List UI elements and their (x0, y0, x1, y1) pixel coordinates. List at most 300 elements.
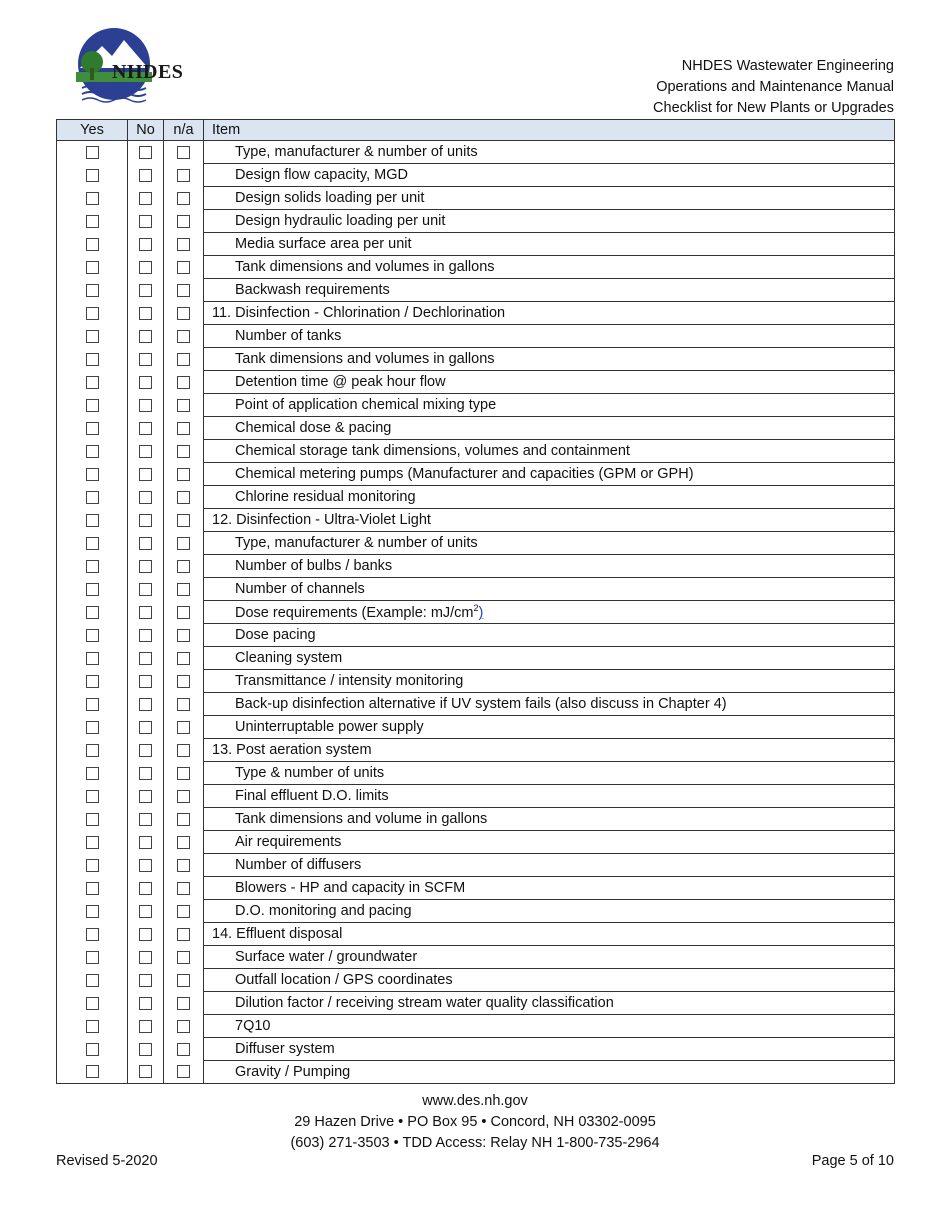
checkbox-no[interactable] (139, 813, 152, 826)
checkbox-cell-yes (57, 693, 128, 716)
checklist-item (204, 647, 895, 670)
checkbox-no[interactable] (139, 146, 152, 159)
checkbox-cell-no (128, 762, 164, 785)
checkbox-cell-na (164, 923, 204, 946)
checkbox-cell-yes (57, 670, 128, 693)
checkbox-cell-yes (57, 969, 128, 992)
checklist-item (204, 716, 895, 739)
table-row (57, 486, 895, 509)
checkbox-yes[interactable] (86, 882, 99, 895)
checkbox-yes[interactable] (86, 629, 99, 642)
checkbox-cell-na (164, 762, 204, 785)
checkbox-na[interactable] (177, 928, 190, 941)
checkbox-yes[interactable] (86, 215, 99, 228)
checkbox-cell-na (164, 647, 204, 670)
checkbox-yes[interactable] (86, 537, 99, 550)
table-row (57, 601, 895, 624)
section-heading (204, 302, 895, 325)
checkbox-cell-yes (57, 1015, 128, 1038)
checkbox-no[interactable] (139, 951, 152, 964)
checkbox-cell-no (128, 877, 164, 900)
checkbox-yes[interactable] (86, 675, 99, 688)
item-text: Air requirements (235, 834, 342, 850)
checkbox-cell-yes (57, 486, 128, 509)
checklist-item (204, 670, 895, 693)
table-row (57, 164, 895, 187)
checklist-item (204, 693, 895, 716)
checkbox-yes[interactable] (86, 698, 99, 711)
checkbox-na[interactable] (177, 836, 190, 849)
checklist-item (204, 831, 895, 854)
checkbox-na[interactable] (177, 1020, 190, 1033)
table-row (57, 670, 895, 693)
checkbox-no[interactable] (139, 491, 152, 504)
checkbox-na[interactable] (177, 169, 190, 182)
checkbox-yes[interactable] (86, 560, 99, 573)
table-row (57, 762, 895, 785)
checkbox-na[interactable] (177, 376, 190, 389)
checkbox-yes[interactable] (86, 445, 99, 458)
checkbox-cell-no (128, 302, 164, 325)
checkbox-na[interactable] (177, 744, 190, 757)
checkbox-cell-yes (57, 187, 128, 210)
checkbox-cell-yes (57, 992, 128, 1015)
checkbox-yes[interactable] (86, 422, 99, 435)
checkbox-yes[interactable] (86, 951, 99, 964)
checkbox-cell-no (128, 187, 164, 210)
item-text: Gravity / Pumping (235, 1064, 351, 1080)
checkbox-no[interactable] (139, 606, 152, 619)
checkbox-no[interactable] (139, 261, 152, 274)
checkbox-cell-no (128, 785, 164, 808)
checkbox-na[interactable] (177, 284, 190, 297)
checkbox-yes[interactable] (86, 721, 99, 734)
checkbox-na[interactable] (177, 330, 190, 343)
checkbox-na[interactable] (177, 813, 190, 826)
checkbox-cell-no (128, 969, 164, 992)
checkbox-cell-na (164, 877, 204, 900)
checkbox-na[interactable] (177, 468, 190, 481)
checkbox-na[interactable] (177, 1065, 190, 1078)
checkbox-no[interactable] (139, 1043, 152, 1056)
checkbox-na[interactable] (177, 882, 190, 895)
checkbox-no[interactable] (139, 790, 152, 803)
checkbox-cell-no (128, 647, 164, 670)
checkbox-cell-yes (57, 164, 128, 187)
checkbox-no[interactable] (139, 767, 152, 780)
table-row (57, 831, 895, 854)
checkbox-no[interactable] (139, 583, 152, 596)
table-row (57, 371, 895, 394)
checkbox-no[interactable] (139, 652, 152, 665)
item-text: Back-up disinfection alternative if UV system fails (also discuss in Chapter 4) (235, 696, 727, 712)
checklist-item (204, 210, 895, 233)
checkbox-cell-na (164, 532, 204, 555)
section-heading (204, 739, 895, 762)
checkbox-no[interactable] (139, 1020, 152, 1033)
checkbox-no[interactable] (139, 836, 152, 849)
checkbox-cell-na (164, 302, 204, 325)
checkbox-cell-na (164, 509, 204, 532)
checkbox-yes[interactable] (86, 997, 99, 1010)
checkbox-yes[interactable] (86, 928, 99, 941)
item-text: 7Q10 (235, 1018, 271, 1034)
item-text: Blowers - HP and capacity in SCFM (235, 880, 466, 896)
table-row (57, 808, 895, 831)
table-row (57, 1015, 895, 1038)
checkbox-cell-na (164, 946, 204, 969)
header-line: NHDES Wastewater Engineering (681, 58, 894, 74)
item-text: Chemical metering pumps (Manufacturer and capacities (GPM or GPH) (235, 466, 694, 482)
checklist-item (204, 900, 895, 923)
checkbox-na[interactable] (177, 491, 190, 504)
checklist-item (204, 1015, 895, 1038)
checkbox-yes[interactable] (86, 169, 99, 182)
checkbox-yes[interactable] (86, 491, 99, 504)
checkbox-yes[interactable] (86, 1043, 99, 1056)
item-text: 13. Post aeration system (212, 742, 372, 758)
checkbox-cell-no (128, 532, 164, 555)
checkbox-yes[interactable] (86, 813, 99, 826)
checkbox-na[interactable] (177, 767, 190, 780)
checkbox-yes[interactable] (86, 284, 99, 297)
checkbox-no[interactable] (139, 882, 152, 895)
checkbox-no[interactable] (139, 859, 152, 872)
checklist-item (204, 854, 895, 877)
checkbox-no[interactable] (139, 629, 152, 642)
checkbox-cell-no (128, 946, 164, 969)
checkbox-no[interactable] (139, 997, 152, 1010)
item-text: Tank dimensions and volume in gallons (235, 811, 488, 827)
table-row (57, 877, 895, 900)
checkbox-cell-na (164, 394, 204, 417)
checkbox-no[interactable] (139, 192, 152, 205)
item-text: Dose pacing (235, 627, 316, 643)
item-text: Tank dimensions and volumes in gallons (235, 259, 495, 275)
column-header-no: No (128, 120, 164, 141)
checkbox-cell-no (128, 624, 164, 647)
checkbox-na[interactable] (177, 146, 190, 159)
item-text: Cleaning system (235, 650, 343, 666)
table-row (57, 302, 895, 325)
footer-contact (0, 1091, 950, 1154)
checklist-item (204, 992, 895, 1015)
checklist-item (204, 371, 895, 394)
checkbox-na[interactable] (177, 698, 190, 711)
checkbox-na[interactable] (177, 192, 190, 205)
checkbox-yes[interactable] (86, 330, 99, 343)
checkbox-yes[interactable] (86, 583, 99, 596)
checkbox-no[interactable] (139, 215, 152, 228)
checkbox-cell-yes (57, 624, 128, 647)
checkbox-no[interactable] (139, 721, 152, 734)
item-text: Final effluent D.O. limits (235, 788, 389, 804)
checkbox-no[interactable] (139, 238, 152, 251)
checkbox-no[interactable] (139, 422, 152, 435)
checkbox-cell-na (164, 831, 204, 854)
checkbox-no[interactable] (139, 928, 152, 941)
table-row (57, 325, 895, 348)
checkbox-yes[interactable] (86, 652, 99, 665)
checkbox-cell-yes (57, 348, 128, 371)
checkbox-cell-no (128, 693, 164, 716)
checkbox-cell-na (164, 371, 204, 394)
checklist-item (204, 969, 895, 992)
checkbox-yes[interactable] (86, 1020, 99, 1033)
footnote-link[interactable]: ) (478, 604, 484, 621)
checkbox-yes[interactable] (86, 307, 99, 320)
checklist-item (204, 348, 895, 371)
checkbox-cell-yes (57, 1038, 128, 1061)
checkbox-cell-na (164, 601, 204, 624)
checkbox-na[interactable] (177, 721, 190, 734)
item-text: Dilution factor / receiving stream water quality classification (235, 995, 614, 1011)
checkbox-cell-no (128, 394, 164, 417)
checkbox-cell-no (128, 808, 164, 831)
checkbox-cell-no (128, 578, 164, 601)
checkbox-yes[interactable] (86, 376, 99, 389)
checklist-item (204, 256, 895, 279)
checkbox-no[interactable] (139, 468, 152, 481)
table-row (57, 946, 895, 969)
item-text: 11. Disinfection - Chlorination / Dechlorination (212, 305, 506, 321)
checkbox-na[interactable] (177, 905, 190, 918)
checklist-item (204, 624, 895, 647)
checkbox-na[interactable] (177, 445, 190, 458)
checkbox-yes[interactable] (86, 790, 99, 803)
checklist-item (204, 785, 895, 808)
item-text: Detention time @ peak hour flow (235, 374, 446, 390)
item-text: Diffuser system (235, 1041, 335, 1057)
checkbox-no[interactable] (139, 307, 152, 320)
table-row (57, 693, 895, 716)
checkbox-cell-yes (57, 141, 128, 164)
checklist-item (204, 233, 895, 256)
checkbox-no[interactable] (139, 698, 152, 711)
item-text: Outfall location / GPS coordinates (235, 972, 453, 988)
checkbox-cell-na (164, 164, 204, 187)
checkbox-yes[interactable] (86, 905, 99, 918)
checkbox-cell-no (128, 440, 164, 463)
checkbox-na[interactable] (177, 629, 190, 642)
checkbox-na[interactable] (177, 238, 190, 251)
checkbox-na[interactable] (177, 675, 190, 688)
checkbox-na[interactable] (177, 307, 190, 320)
checkbox-cell-na (164, 992, 204, 1015)
checkbox-na[interactable] (177, 859, 190, 872)
table-row (57, 578, 895, 601)
checkbox-na[interactable] (177, 537, 190, 550)
checkbox-cell-na (164, 808, 204, 831)
checkbox-cell-yes (57, 946, 128, 969)
checkbox-no[interactable] (139, 330, 152, 343)
checkbox-cell-no (128, 1015, 164, 1038)
checkbox-yes[interactable] (86, 261, 99, 274)
table-row (57, 1061, 895, 1084)
checkbox-cell-yes (57, 923, 128, 946)
checkbox-na[interactable] (177, 399, 190, 412)
checkbox-yes[interactable] (86, 974, 99, 987)
table-row (57, 394, 895, 417)
checkbox-cell-na (164, 900, 204, 923)
checkbox-cell-no (128, 900, 164, 923)
checkbox-cell-no (128, 739, 164, 762)
checkbox-na[interactable] (177, 215, 190, 228)
checkbox-cell-yes (57, 877, 128, 900)
checkbox-cell-yes (57, 762, 128, 785)
checkbox-cell-yes (57, 578, 128, 601)
checkbox-no[interactable] (139, 675, 152, 688)
checkbox-cell-no (128, 831, 164, 854)
checkbox-cell-yes (57, 463, 128, 486)
checkbox-cell-yes (57, 417, 128, 440)
checkbox-cell-na (164, 578, 204, 601)
item-text: 14. Effluent disposal (212, 926, 343, 942)
checkbox-yes[interactable] (86, 468, 99, 481)
item-text: Point of application chemical mixing type (235, 397, 497, 413)
table-row (57, 279, 895, 302)
checkbox-no[interactable] (139, 445, 152, 458)
item-text: 12. Disinfection - Ultra-Violet Light (212, 512, 431, 528)
checkbox-cell-yes (57, 716, 128, 739)
checkbox-na[interactable] (177, 514, 190, 527)
checkbox-na[interactable] (177, 1043, 190, 1056)
checkbox-cell-na (164, 210, 204, 233)
checkbox-yes[interactable] (86, 606, 99, 619)
table-row (57, 348, 895, 371)
checkbox-cell-na (164, 233, 204, 256)
checkbox-cell-no (128, 1038, 164, 1061)
checkbox-no[interactable] (139, 169, 152, 182)
checkbox-na[interactable] (177, 261, 190, 274)
checklist-table (56, 119, 895, 1084)
checkbox-no[interactable] (139, 560, 152, 573)
checkbox-cell-yes (57, 279, 128, 302)
checkbox-cell-no (128, 279, 164, 302)
table-row (57, 647, 895, 670)
checkbox-cell-no (128, 417, 164, 440)
checkbox-cell-no (128, 1061, 164, 1084)
checkbox-no[interactable] (139, 744, 152, 757)
checkbox-na[interactable] (177, 974, 190, 987)
checkbox-yes[interactable] (86, 399, 99, 412)
checkbox-no[interactable] (139, 905, 152, 918)
checkbox-cell-yes (57, 325, 128, 348)
checkbox-yes[interactable] (86, 238, 99, 251)
checkbox-cell-yes (57, 256, 128, 279)
checkbox-cell-no (128, 555, 164, 578)
checkbox-cell-na (164, 624, 204, 647)
table-row (57, 141, 895, 164)
checkbox-yes[interactable] (86, 192, 99, 205)
checkbox-cell-yes (57, 854, 128, 877)
checklist-item (204, 325, 895, 348)
checklist-item (204, 1061, 895, 1084)
checklist-item (204, 141, 895, 164)
checklist-item (204, 279, 895, 302)
checkbox-yes[interactable] (86, 1065, 99, 1078)
checkbox-cell-no (128, 509, 164, 532)
checkbox-cell-na (164, 1038, 204, 1061)
checkbox-cell-no (128, 670, 164, 693)
header-line: Operations and Maintenance Manual (656, 79, 894, 95)
table-row (57, 992, 895, 1015)
item-text: Number of diffusers (235, 857, 362, 873)
checkbox-cell-na (164, 785, 204, 808)
checkbox-cell-yes (57, 371, 128, 394)
checkbox-cell-no (128, 256, 164, 279)
checkbox-no[interactable] (139, 353, 152, 366)
checklist-item (204, 532, 895, 555)
checkbox-cell-na (164, 693, 204, 716)
checkbox-yes[interactable] (86, 859, 99, 872)
checkbox-cell-na (164, 141, 204, 164)
checkbox-no[interactable] (139, 1065, 152, 1078)
checkbox-cell-na (164, 486, 204, 509)
checklist-item (204, 946, 895, 969)
checkbox-cell-no (128, 486, 164, 509)
checkbox-yes[interactable] (86, 744, 99, 757)
footer-address: 29 Hazen Drive • PO Box 95 • Concord, NH 03302-0095 (294, 1114, 656, 1130)
table-row (57, 900, 895, 923)
item-text: Type, manufacturer & number of units (235, 535, 478, 551)
page-number: Page 5 of 10 (811, 1153, 894, 1169)
checkbox-no[interactable] (139, 376, 152, 389)
nhdes-logo (72, 28, 190, 103)
checkbox-yes[interactable] (86, 146, 99, 159)
item-text: Dose requirements (Example: mJ/cm (235, 604, 474, 621)
table-row (57, 233, 895, 256)
section-heading (204, 509, 895, 532)
checkbox-no[interactable] (139, 284, 152, 297)
checkbox-cell-yes (57, 601, 128, 624)
checkbox-na[interactable] (177, 583, 190, 596)
checkbox-cell-na (164, 417, 204, 440)
checkbox-na[interactable] (177, 997, 190, 1010)
checkbox-na[interactable] (177, 353, 190, 366)
checklist-item (204, 1038, 895, 1061)
checklist-item (204, 601, 895, 624)
item-text: Number of channels (235, 581, 365, 597)
checklist-body (57, 141, 895, 1084)
checklist-item (204, 555, 895, 578)
checkbox-no[interactable] (139, 514, 152, 527)
checkbox-yes[interactable] (86, 836, 99, 849)
checkbox-no[interactable] (139, 537, 152, 550)
checkbox-no[interactable] (139, 399, 152, 412)
checkbox-na[interactable] (177, 560, 190, 573)
checkbox-no[interactable] (139, 974, 152, 987)
checkbox-na[interactable] (177, 606, 190, 619)
checkbox-yes[interactable] (86, 767, 99, 780)
checkbox-na[interactable] (177, 422, 190, 435)
checkbox-cell-na (164, 969, 204, 992)
checkbox-cell-na (164, 325, 204, 348)
checkbox-na[interactable] (177, 790, 190, 803)
checklist-item (204, 762, 895, 785)
checkbox-yes[interactable] (86, 514, 99, 527)
checkbox-na[interactable] (177, 951, 190, 964)
checkbox-cell-yes (57, 831, 128, 854)
table-row (57, 854, 895, 877)
item-text: Design hydraulic loading per unit (235, 213, 446, 229)
item-text: Chemical dose & pacing (235, 420, 392, 436)
section-heading (204, 923, 895, 946)
checkbox-na[interactable] (177, 652, 190, 665)
checkbox-yes[interactable] (86, 353, 99, 366)
checkbox-cell-yes (57, 555, 128, 578)
checkbox-cell-no (128, 601, 164, 624)
